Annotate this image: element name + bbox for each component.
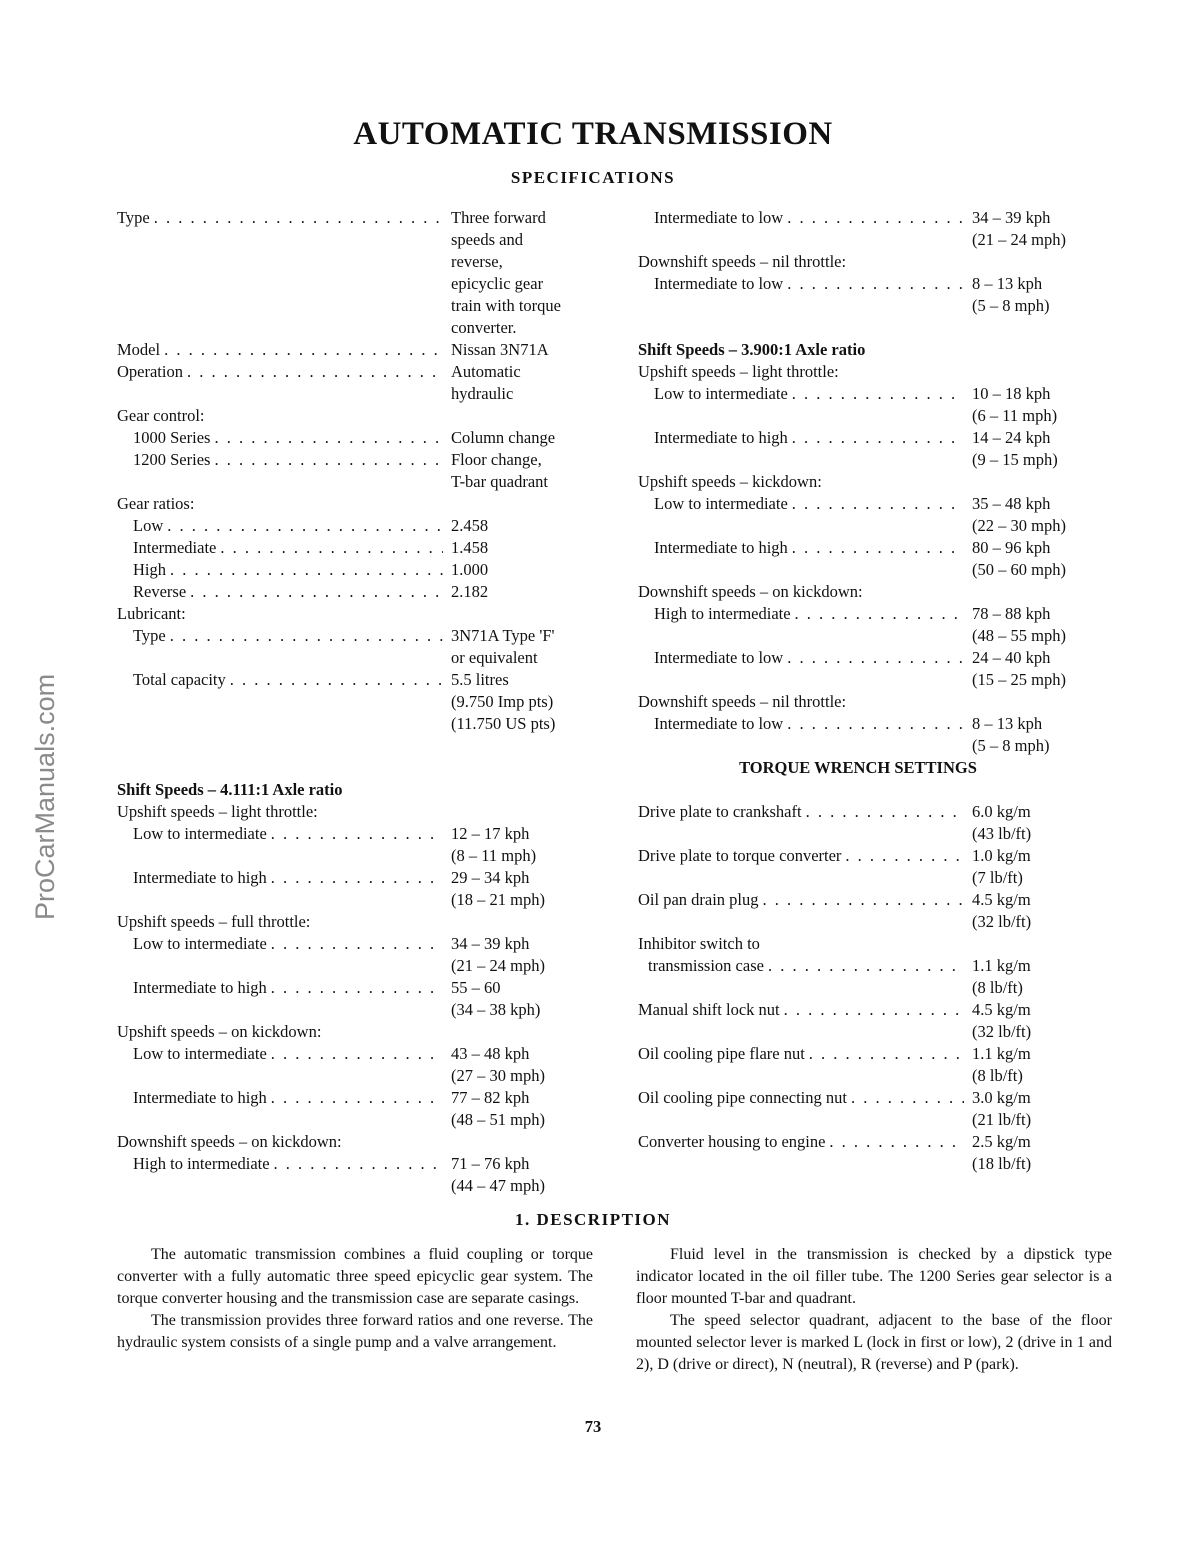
spec-label: Intermediate to low . . . xyxy=(638,713,964,735)
spec-value: (21 lb/ft) xyxy=(972,1110,1032,1129)
dot-leader xyxy=(214,449,443,471)
spec-value: 34 – 39 kph xyxy=(451,934,530,953)
spec-row xyxy=(638,559,1098,581)
spec-label: Inhibitor switch to xyxy=(638,934,760,953)
spec-row xyxy=(117,625,597,647)
spec-row xyxy=(117,383,597,405)
spec-label: Gear ratios: xyxy=(117,494,195,513)
spec-label: Intermediate to high . . . xyxy=(117,977,443,999)
spec-value: converter. xyxy=(451,318,517,337)
spec-row xyxy=(117,933,597,955)
dot-leader xyxy=(274,1153,443,1175)
spec-label: Drive plate to crankshaft . . . xyxy=(638,801,964,823)
spec-row xyxy=(117,1087,597,1109)
spec-row xyxy=(638,471,1098,493)
spec-value: Column change xyxy=(451,428,556,447)
spec-value: (50 – 60 mph) xyxy=(972,560,1066,579)
spec-value: (27 – 30 mph) xyxy=(451,1066,545,1085)
dot-leader xyxy=(795,603,964,625)
spec-label: Oil cooling pipe flare nut . . . xyxy=(638,1043,964,1065)
spec-label: Intermediate to high . . . xyxy=(117,1087,443,1109)
spec-row xyxy=(638,999,1098,1021)
spec-row xyxy=(638,867,1098,889)
spec-row xyxy=(638,1153,1098,1175)
dot-leader xyxy=(806,801,964,823)
dot-leader xyxy=(829,1131,964,1153)
dot-leader xyxy=(792,537,964,559)
spec-label: Lubricant: xyxy=(117,604,186,623)
spec-label: Intermediate to high . . . xyxy=(117,867,443,889)
spec-label: Reverse . . . xyxy=(117,581,443,603)
spec-value: (8 lb/ft) xyxy=(972,978,1023,997)
dot-leader xyxy=(792,493,964,515)
spec-value: 78 – 88 kph xyxy=(972,604,1051,623)
spec-row xyxy=(638,669,1098,691)
spec-value: (6 – 11 mph) xyxy=(972,406,1058,425)
spec-value: Automatic xyxy=(451,362,521,381)
spec-label: Oil cooling pipe connecting nut . . . xyxy=(638,1087,964,1109)
spec-row xyxy=(117,713,597,735)
spec-value: 4.5 kg/m xyxy=(972,890,1031,909)
spec-value: 1.000 xyxy=(451,560,489,579)
spec-row xyxy=(638,207,1098,229)
spec-value: 3N71A Type 'F' xyxy=(451,626,555,645)
spec-row xyxy=(117,911,597,933)
spec-label: Operation . . . xyxy=(117,361,443,383)
spec-label: transmission case . . . xyxy=(638,955,964,977)
spec-label: Low to intermediate . . . xyxy=(638,383,964,405)
spec-row xyxy=(638,1087,1098,1109)
spec-row xyxy=(638,977,1098,999)
spec-label: Manual shift lock nut . . . xyxy=(638,999,964,1021)
spec-label: Downshift speeds – on kickdown: xyxy=(117,1132,342,1151)
spec-row xyxy=(638,361,1098,383)
spec-value: 35 – 48 kph xyxy=(972,494,1051,513)
spec-row xyxy=(117,471,597,493)
spec-row xyxy=(638,537,1098,559)
spec-value: (32 lb/ft) xyxy=(972,1022,1032,1041)
spec-row xyxy=(117,757,597,779)
spec-row xyxy=(638,1131,1098,1153)
spec-value: (34 – 38 kph) xyxy=(451,1000,541,1019)
spec-value: 14 – 24 kph xyxy=(972,428,1051,447)
spec-label: Shift Speeds – 3.900:1 Axle ratio xyxy=(638,340,866,359)
paragraph: Fluid level in the transmission is checked by a dipstick type indicator located in the oil filler tube. The 1200 Series gear selector is a floor mounted T-bar and quadrant. xyxy=(636,1246,1112,1307)
spec-row xyxy=(117,669,597,691)
spec-row xyxy=(117,339,597,361)
spec-value: (5 – 8 mph) xyxy=(972,736,1050,755)
dot-leader xyxy=(787,273,964,295)
dot-leader xyxy=(787,713,964,735)
paragraph: The automatic transmission combines a fluid coupling or torque converter with a fully automatic three speed epicyclic gear system. The torque converter housing and the transmission case are separate casings. xyxy=(117,1246,593,1307)
dot-leader xyxy=(220,537,443,559)
spec-row xyxy=(117,229,597,251)
dot-leader xyxy=(809,1043,964,1065)
dot-leader xyxy=(768,955,964,977)
spec-row xyxy=(638,647,1098,669)
spec-value: 55 – 60 xyxy=(451,978,501,997)
spec-value: 80 – 96 kph xyxy=(972,538,1051,557)
spec-row xyxy=(638,955,1098,977)
spec-row xyxy=(638,1109,1098,1131)
spec-row xyxy=(117,1021,597,1043)
spec-value: 1.1 kg/m xyxy=(972,1044,1031,1063)
spec-label: Upshift speeds – light throttle: xyxy=(638,362,839,381)
spec-value: 43 – 48 kph xyxy=(451,1044,530,1063)
spec-label: High to intermediate . . . xyxy=(638,603,964,625)
spec-value: (9 – 15 mph) xyxy=(972,450,1058,469)
dot-leader xyxy=(784,999,964,1021)
spec-row xyxy=(117,603,597,625)
spec-row xyxy=(638,1043,1098,1065)
spec-row xyxy=(638,1065,1098,1087)
spec-label: Intermediate to low . . . xyxy=(638,647,964,669)
spec-value: (32 lb/ft) xyxy=(972,912,1032,931)
spec-label: High . . . xyxy=(117,559,443,581)
spec-row xyxy=(638,1021,1098,1043)
spec-value: reverse, xyxy=(451,252,503,271)
spec-value: 1.0 kg/m xyxy=(972,846,1031,865)
spec-label: Intermediate to high . . . xyxy=(638,537,964,559)
spec-row xyxy=(117,1043,597,1065)
spec-row xyxy=(638,779,1098,801)
dot-leader xyxy=(164,339,443,361)
spec-value: (22 – 30 mph) xyxy=(972,516,1066,535)
spec-row xyxy=(117,889,597,911)
spec-label: Intermediate to low . . . xyxy=(638,207,964,229)
spec-label: Low to intermediate . . . xyxy=(117,933,443,955)
spec-row xyxy=(638,757,1098,779)
spec-row xyxy=(638,317,1098,339)
dot-leader xyxy=(271,977,443,999)
spec-label: Low to intermediate . . . xyxy=(117,1043,443,1065)
spec-label: High to intermediate . . . xyxy=(117,1153,443,1175)
spec-row xyxy=(638,735,1098,757)
dot-leader xyxy=(187,361,443,383)
spec-value: 2.458 xyxy=(451,516,489,535)
spec-label: Model . . . xyxy=(117,339,443,361)
spec-value: (18 – 21 mph) xyxy=(451,890,545,909)
spec-row xyxy=(638,603,1098,625)
spec-row xyxy=(638,427,1098,449)
spec-row xyxy=(638,713,1098,735)
spec-value: 77 – 82 kph xyxy=(451,1088,530,1107)
spec-value: 2.5 kg/m xyxy=(972,1132,1031,1151)
spec-row xyxy=(117,537,597,559)
spec-row xyxy=(638,801,1098,823)
spec-value: Floor change, xyxy=(451,450,542,469)
spec-value: T-bar quadrant xyxy=(451,472,548,491)
dot-leader xyxy=(170,625,443,647)
spec-value: 8 – 13 kph xyxy=(972,274,1043,293)
spec-value: (18 lb/ft) xyxy=(972,1154,1032,1173)
spec-row xyxy=(117,1175,597,1197)
spec-row xyxy=(638,295,1098,317)
dot-leader xyxy=(787,207,964,229)
paragraph: The speed selector quadrant, adjacent to the base of the floor mounted selector lever is marked L (lock in first or low), 2 (drive in 1 and 2), D (drive or direct), N (neutral), R (reverse) and P (park). xyxy=(636,1312,1112,1373)
spec-value: (5 – 8 mph) xyxy=(972,296,1050,315)
spec-label: Drive plate to torque converter . . . xyxy=(638,845,964,867)
dot-leader xyxy=(271,823,443,845)
spec-value: or equivalent xyxy=(451,648,538,667)
spec-label: Type . . . xyxy=(117,207,443,229)
spec-row xyxy=(638,493,1098,515)
spec-value: train with torque xyxy=(451,296,561,315)
spec-label: Downshift speeds – on kickdown: xyxy=(638,582,863,601)
spec-row xyxy=(638,823,1098,845)
spec-label: Downshift speeds – nil throttle: xyxy=(638,252,847,271)
spec-value: (44 – 47 mph) xyxy=(451,1176,545,1195)
dot-leader xyxy=(167,515,443,537)
spec-row xyxy=(638,339,1098,361)
spec-row xyxy=(117,1131,597,1153)
spec-value: 4.5 kg/m xyxy=(972,1000,1031,1019)
dot-leader xyxy=(792,427,964,449)
spec-label: Low to intermediate . . . xyxy=(638,493,964,515)
spec-row xyxy=(117,647,597,669)
spec-value: Three forward xyxy=(451,208,546,227)
spec-value: speeds and xyxy=(451,230,523,249)
spec-value: 1.1 kg/m xyxy=(972,956,1031,975)
spec-value: 24 – 40 kph xyxy=(972,648,1051,667)
spec-label: Shift Speeds – 4.111:1 Axle ratio xyxy=(117,780,343,799)
spec-row xyxy=(117,1065,597,1087)
description-right xyxy=(636,1244,1112,1376)
dot-leader xyxy=(787,647,964,669)
spec-row xyxy=(117,515,597,537)
spec-row xyxy=(117,427,597,449)
spec-value: 29 – 34 kph xyxy=(451,868,530,887)
spec-value: (15 – 25 mph) xyxy=(972,670,1066,689)
dot-leader xyxy=(190,581,443,603)
spec-row xyxy=(117,999,597,1021)
spec-row xyxy=(638,251,1098,273)
spec-value: 3.0 kg/m xyxy=(972,1088,1031,1107)
spec-label: Oil pan drain plug . . . xyxy=(638,889,964,911)
spec-row xyxy=(117,823,597,845)
spec-row xyxy=(638,273,1098,295)
spec-row xyxy=(638,383,1098,405)
spec-row xyxy=(117,251,597,273)
dot-leader xyxy=(763,889,964,911)
spec-value: (48 – 55 mph) xyxy=(972,626,1066,645)
spec-column-left xyxy=(117,207,597,1197)
spec-value: 1.458 xyxy=(451,538,489,557)
spec-label: Total capacity . . . xyxy=(117,669,443,691)
spec-value: 5.5 litres xyxy=(451,670,509,689)
spec-value: 71 – 76 kph xyxy=(451,1154,530,1173)
spec-value: (21 – 24 mph) xyxy=(451,956,545,975)
spec-value: 12 – 17 kph xyxy=(451,824,530,843)
spec-row xyxy=(117,779,597,801)
dot-leader xyxy=(214,427,443,449)
spec-row xyxy=(117,273,597,295)
spec-row xyxy=(117,691,597,713)
spec-value: (7 lb/ft) xyxy=(972,868,1023,887)
spec-row xyxy=(638,691,1098,713)
dot-leader xyxy=(271,867,443,889)
spec-value: 8 – 13 kph xyxy=(972,714,1043,733)
spec-value: (11.750 US pts) xyxy=(451,714,556,733)
dot-leader xyxy=(271,1043,443,1065)
spec-row xyxy=(638,933,1098,955)
spec-row xyxy=(117,1109,597,1131)
spec-value: Nissan 3N71A xyxy=(451,340,549,359)
description-heading: 1. DESCRIPTION xyxy=(514,1210,672,1229)
spec-row xyxy=(638,889,1098,911)
spec-value: (21 – 24 mph) xyxy=(972,230,1066,249)
spec-row xyxy=(117,977,597,999)
spec-value: (8 – 11 mph) xyxy=(451,846,537,865)
spec-label: Gear control: xyxy=(117,406,205,425)
spec-value: epicyclic gear xyxy=(451,274,544,293)
spec-value: (8 lb/ft) xyxy=(972,1066,1023,1085)
spec-row xyxy=(117,867,597,889)
spec-row xyxy=(638,845,1098,867)
spec-label: Intermediate . . . xyxy=(117,537,443,559)
spec-row xyxy=(638,515,1098,537)
spec-value: (43 lb/ft) xyxy=(972,824,1032,843)
spec-label: Low to intermediate . . . xyxy=(117,823,443,845)
description-left xyxy=(117,1244,593,1354)
spec-row xyxy=(117,845,597,867)
spec-value: 10 – 18 kph xyxy=(972,384,1051,403)
spec-label: Upshift speeds – on kickdown: xyxy=(117,1022,322,1041)
spec-value: hydraulic xyxy=(451,384,514,403)
spec-row xyxy=(117,361,597,383)
spec-row xyxy=(638,581,1098,603)
spec-value: 2.182 xyxy=(451,582,489,601)
spec-label: Type . . . xyxy=(117,625,443,647)
spec-heading: TORQUE WRENCH SETTINGS xyxy=(739,758,977,777)
spec-row xyxy=(117,801,597,823)
dot-leader xyxy=(154,207,443,229)
dot-leader xyxy=(792,383,964,405)
watermark: ProCarManuals.com xyxy=(30,673,60,920)
spec-value: 6.0 kg/m xyxy=(972,802,1031,821)
spec-value: 34 – 39 kph xyxy=(972,208,1051,227)
spec-row xyxy=(638,449,1098,471)
spec-column-right xyxy=(638,207,1098,1175)
spec-row xyxy=(638,229,1098,251)
dot-leader xyxy=(230,669,443,691)
spec-row xyxy=(117,559,597,581)
spec-label: Upshift speeds – light throttle: xyxy=(117,802,318,821)
spec-row xyxy=(117,493,597,515)
spec-value: (48 – 51 mph) xyxy=(451,1110,545,1129)
paragraph: The transmission provides three forward ratios and one reverse. The hydraulic system consists of a single pump and a valve arrangement. xyxy=(117,1312,593,1351)
page-title: AUTOMATIC TRANSMISSION xyxy=(353,116,833,152)
spec-row xyxy=(117,581,597,603)
spec-row xyxy=(117,207,597,229)
spec-row xyxy=(117,405,597,427)
spec-label: 1200 Series . . . xyxy=(117,449,443,471)
dot-leader xyxy=(170,559,443,581)
page-number: 73 xyxy=(584,1417,602,1436)
spec-row xyxy=(638,911,1098,933)
dot-leader xyxy=(851,1087,964,1109)
spec-row xyxy=(638,625,1098,647)
spec-row xyxy=(117,317,597,339)
dot-leader xyxy=(271,933,443,955)
spec-label: Low . . . xyxy=(117,515,443,537)
section-subtitle: SPECIFICATIONS xyxy=(510,168,676,187)
spec-label: Upshift speeds – full throttle: xyxy=(117,912,311,931)
spec-label: 1000 Series . . . xyxy=(117,427,443,449)
spec-label: Upshift speeds – kickdown: xyxy=(638,472,822,491)
spec-label: Converter housing to engine . . . xyxy=(638,1131,964,1153)
spec-row xyxy=(117,295,597,317)
spec-row xyxy=(638,405,1098,427)
spec-row xyxy=(117,449,597,471)
spec-label: Downshift speeds – nil throttle: xyxy=(638,692,847,711)
spec-row xyxy=(117,1153,597,1175)
spec-label: Intermediate to high . . . xyxy=(638,427,964,449)
spec-row xyxy=(117,955,597,977)
spec-row xyxy=(117,735,597,757)
spec-value: (9.750 Imp pts) xyxy=(451,692,554,711)
dot-leader xyxy=(845,845,964,867)
spec-label: Intermediate to low . . . xyxy=(638,273,964,295)
dot-leader xyxy=(271,1087,443,1109)
